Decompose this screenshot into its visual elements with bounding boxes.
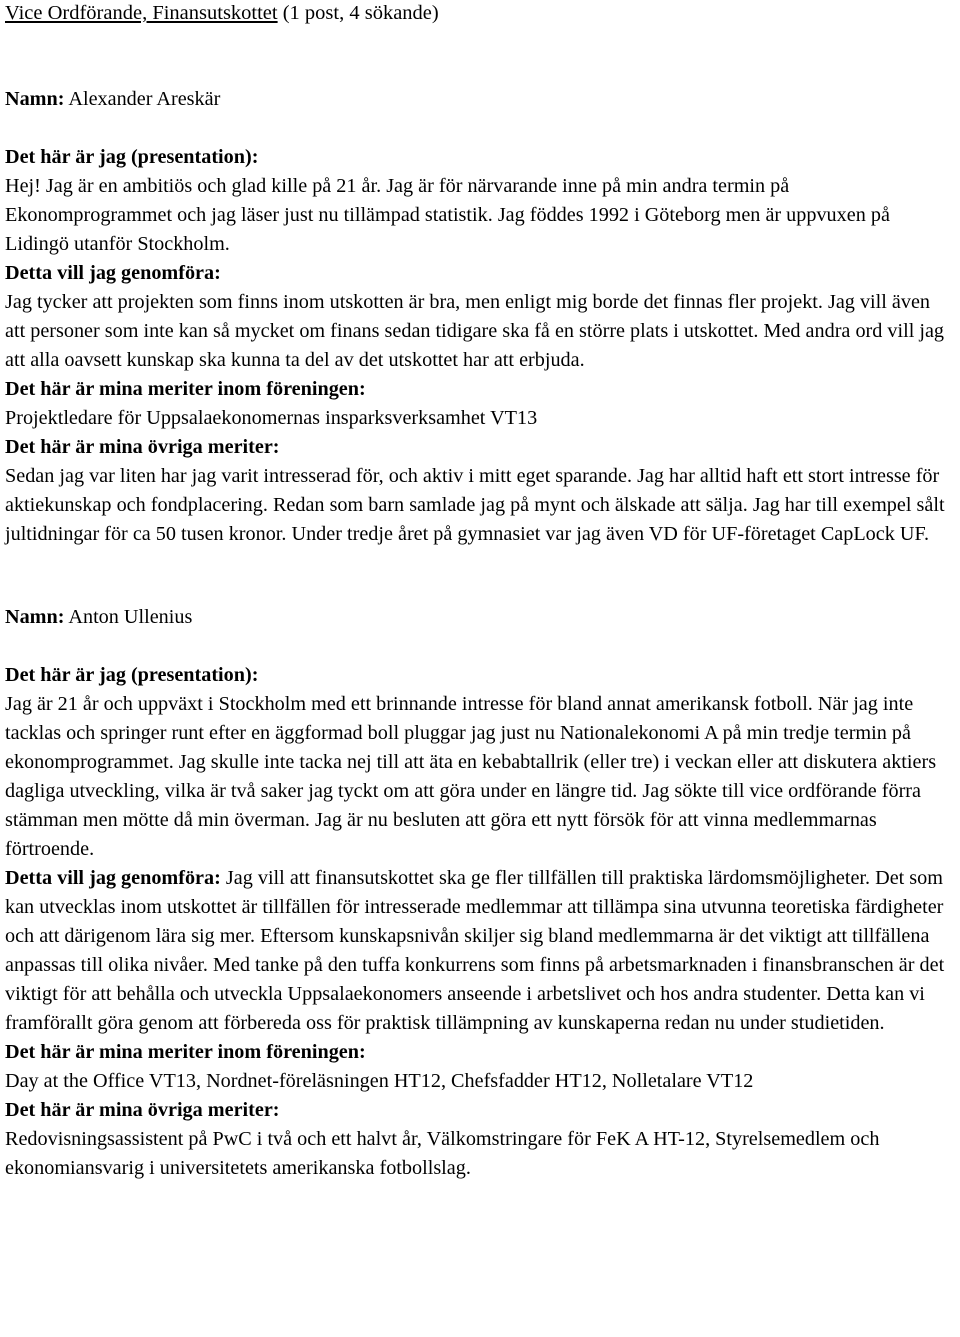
merits-other-label: Det här är mina övriga meriter: bbox=[5, 436, 280, 458]
presentation-label: Det här är jag (presentation): bbox=[5, 664, 259, 686]
candidate-name-line bbox=[5, 603, 953, 632]
presentation-label: Det här är jag (presentation): bbox=[5, 146, 259, 168]
merits-assoc-text: Projektledare för Uppsalaekonomernas insparksverksamhet VT13 bbox=[5, 407, 538, 429]
position-meta: (1 post, 4 sökande) bbox=[282, 2, 439, 24]
merits-other-label: Det här är mina övriga meriter: bbox=[5, 1099, 280, 1121]
merits-assoc-label: Det här är mina meriter inom föreningen: bbox=[5, 1041, 366, 1063]
presentation-text: Hej! Jag är en ambitiös och glad kille på 21 år. Jag är för närvarande inne på min andra termin på Ekonomprogrammet och jag läser just nu tillämpad statistik. Jag föddes 1992 i Göteborg men är uppvuxen på Lidingö utanför Stockholm. bbox=[5, 175, 890, 255]
document-page bbox=[5, 0, 953, 1183]
merits-other-text: Redovisningsassistent på PwC i två och ett halvt år, Välkomstringare för FeK A HT-12, Styrelsemedlem och ekonomiansvarig i universitetets amerikanska fotbollslag. bbox=[5, 1128, 880, 1179]
merits-assoc-label: Det här är mina meriter inom föreningen: bbox=[5, 378, 366, 400]
merits-assoc-text: Day at the Office VT13, Nordnet-föreläsningen HT12, Chefsfadder HT12, Nolletalare VT12 bbox=[5, 1070, 754, 1092]
goals-label: Detta vill jag genomföra: bbox=[5, 262, 221, 284]
presentation-text: Jag är 21 år och uppväxt i Stockholm med ett brinnande intresse för bland annat amerikansk fotboll. När jag inte tacklas och springer runt efter en äggformad boll pluggar jag just nu Nationalekonomi A på min tredje termin på ekonomprogrammet. Jag skulle inte tacka nej till att äta en kebabtallrik (eller tre) i veckan eller att diskutera aktiers dagliga utveckling, vilka är två saker jag tyckt om att göra under en längre tid. Jag sökte till vice ordförande förra stämman men mötte då min överman. Jag är nu besluten att göra ett nytt försök för att vinna medlemmarnas förtroende. bbox=[5, 693, 937, 860]
position-title: Vice Ordförande, Finansutskottet bbox=[5, 2, 278, 24]
name-label: Namn: bbox=[5, 606, 65, 628]
goals-text: Jag tycker att projekten som finns inom utskotten är bra, men enligt mig borde det finnas fler projekt. Jag vill även att personer som inte kan så mycket om finans sedan tidigare ska få en större plats i utskottet. Med andra ord vill jag att alla oavsett kunskap ska kunna ta del av det utskottet har att erbjuda. bbox=[5, 291, 945, 371]
candidate-name-line bbox=[5, 85, 953, 114]
candidate-section bbox=[5, 603, 953, 1183]
goals-label: Detta vill jag genomföra: bbox=[5, 867, 221, 889]
candidate-name: Alexander Areskär bbox=[68, 88, 221, 110]
candidate-section bbox=[5, 85, 953, 549]
name-label: Namn: bbox=[5, 88, 65, 110]
candidate-name: Anton Ullenius bbox=[68, 606, 193, 628]
goals-paragraph bbox=[5, 864, 953, 1038]
goals-text: Jag vill att finansutskottet ska ge fler tillfällen till praktiska lärdomsmöjligheter. Det som kan utvecklas inom utskottet är tillfällen för intresserade medlemmar att tillämpa sina utvunna teoretiska färdigheter och att därigenom lära sig mer. Eftersom kunskapsnivån skiljer sig bland medlemmarna är det viktigt att tillfällena anpassas till olika nivåer. Med tanke på den tuffa konkurrens som finns på arbetsmarknaden i finansbranschen är det viktigt för att behålla och utveckla Uppsalaekonomers anseende i arbetslivet och hos andra studenter. Detta kan vi framförallt göra genom att förbereda oss för praktisk tillämpning av kunskaperna redan nu under studietiden. bbox=[5, 867, 945, 1034]
merits-other-text: Sedan jag var liten har jag varit intresserad för, och aktiv i mitt eget sparande. Jag har alltid haft ett stort intresse för aktiekunskap och fondplacering. Redan som barn samlade jag på mynt och älskade att sälja. Jag har till exempel sålt jultidningar för ca 50 tusen kronor. Under tredje året på gymnasiet var jag även VD för UF-företaget CapLock UF. bbox=[5, 465, 945, 545]
document-title bbox=[5, 0, 953, 27]
